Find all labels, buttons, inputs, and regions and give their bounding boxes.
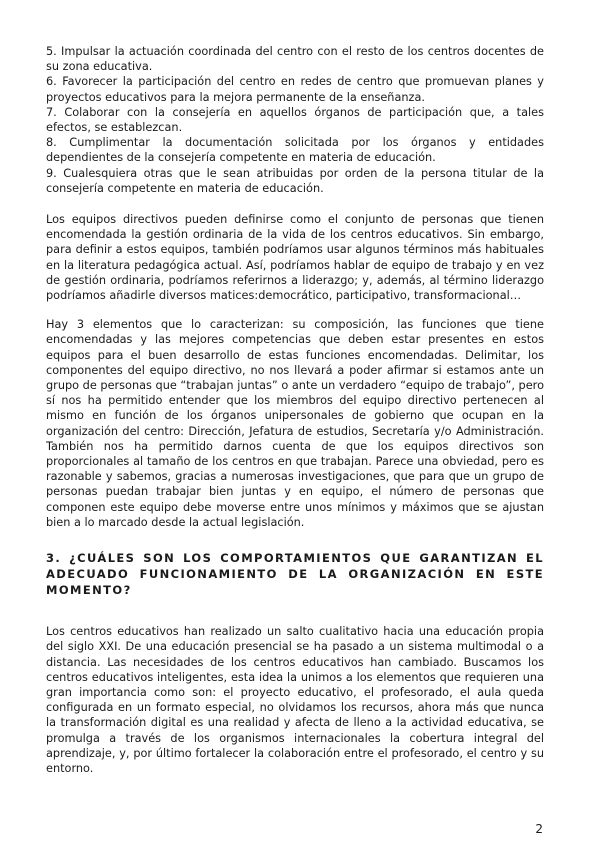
heading-spacer [46, 598, 544, 624]
numbered-list [46, 44, 544, 196]
list-item-6: 6. Favorecer la participación del centro en redes de centro que promuevan planes y proyectos educativos para la mejora permanente de la enseñanza. [46, 75, 544, 104]
paragraph-centros-educativos: Los centros educativos han realizado un salto cualitativo hacia una educación propia del siglo XXI. De una educación presencial se ha pasado a un sistema multimodal o a distancia. Las necesidades de los centros educativos han cambiado. Buscamos los centros educativos inteligentes, esta idea la unimos a los elementos que requieren una gran importancia como son: el proyecto educativo, el profesorado, el aula queda configurada en un formato especial, no olvidamos los recursos, ahora más que nunca la transformación digital es una realidad y afecta de lleno a la actividad educativa, se promulga a través de los organismos internacionales la cobertura integral del aprendizaje, y, por último fortalecer la colaboración entre el profesorado, el centro y su entorno. [46, 625, 544, 775]
page-number: 2 [535, 822, 543, 836]
list-item-7: 7. Colaborar con la consejería en aquellos órganos de participación que, a tales efectos, se establezcan. [46, 105, 544, 135]
paragraph-equipos-directivos: Los equipos directivos pueden definirse como el conjunto de personas que tienen encomendada la gestión ordinaria de la vida de los centros educativos. Sin embargo, para definir a estos equipos, también podríamos usar algunos términos más habituales en la literatura pedagógica actual. Así, podríamos hablar de equipo de trabajo y en vez de gestión ordinaria, podríamos referirnos a liderazgo; y, además, al término liderazgo podríamos añadirle diversos matices:democrático, participativo, transformacional… [46, 213, 544, 303]
list-item-8: 8. Cumplimentar la documentación solicitada por los órganos y entidades dependientes de la consejería competente en materia de educación. [46, 136, 544, 165]
list-item-5: 5. Impulsar la actuación coordinada del centro con el resto de los centros docentes de su zona educativa. [46, 45, 544, 74]
list-item-9: 9. Cualesquiera otras que le sean atribuidas por orden de la persona titular de la consejería competente en materia de educación. [46, 166, 544, 195]
paragraph-elementos: Hay 3 elementos que lo caracterizan: su composición, las funciones que tiene encomendadas y las mejores competencias que deben estar presentes en estos equipos para el buen desarrollo de estas funciones encomendadas. Delimitar, los componentes del equipo directivo, no nos llevará a poder afirmar si estamos ante un grupo de personas que “trabajan juntas” o ante un verdadero “equipo de trabajo”, pero sí nos ha permitido entender que los miembros del equipo directivo pertenecen al mismo en función de los órganos unipersonales de gobierno que ocupan en la organización del centro: Dirección, Jefatura de estudios, Secretaría y/o Administración. También nos ha permitido darnos cuenta de que los equipos directivos son proporcionales al tamaño de los centros en que trabajan. Parece una obviedad, pero es razonable y sabemos, gracias a numerosas investigaciones, que para que un grupo de personas puedan trabajar bien juntas y en equipo, el número de personas que componen este equipo debe moverse entre unos mínimos y máximos que se ajustan bien a lo marcado desde la actual legislación. [46, 318, 544, 529]
document-page [46, 44, 544, 776]
section-heading: 3. ¿CUÁLES SON LOS COMPORTAMIENTOS QUE GARANTIZAN EL ADECUADO FUNCIONAMIENTO DE LA ORGANIZACIÓN EN ESTE MOMENTO? [46, 551, 544, 598]
